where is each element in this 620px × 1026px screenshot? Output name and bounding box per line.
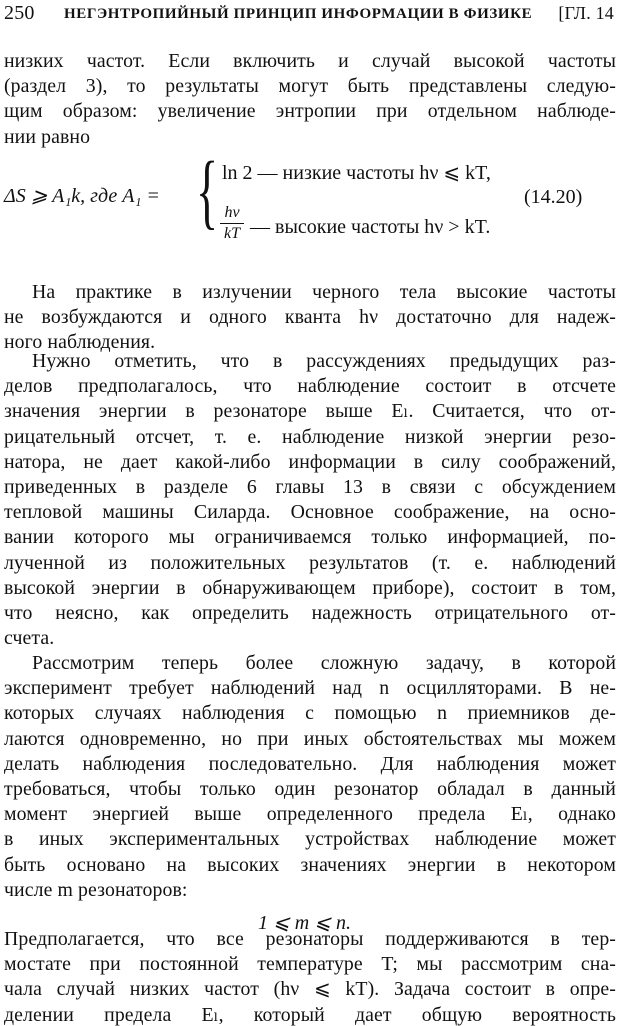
text-line: приведенных в разделе 6 главы 13 в связи с обсуждением bbox=[4, 475, 616, 498]
text-line: низких частот. Если включить и случай высокой частоты bbox=[4, 50, 616, 72]
equation-case-low: ln 2 — низкие частоты hν ⩽ kT, bbox=[222, 162, 491, 184]
text-line: ного наблюдения. bbox=[4, 331, 156, 354]
text-line: (раздел 3), то результаты могут быть представлены следую- bbox=[4, 75, 616, 98]
text-line: делать наблюдения последовательно. Для наблюдения может bbox=[4, 752, 616, 775]
equation-number: (14.20) bbox=[524, 186, 583, 208]
text-line: счета. bbox=[4, 627, 55, 650]
text-line: требоваться, чтобы только один резонатор обладал в данный bbox=[4, 777, 616, 800]
text-line: момент энергией выше определенного предела Eₗ, однако bbox=[4, 803, 616, 826]
text-line: числе m резонаторов: bbox=[4, 878, 188, 901]
text-line: которых случаях наблюдения с помощью n приемников де- bbox=[4, 702, 616, 725]
running-header bbox=[4, 2, 616, 30]
text-line: Предполагается, что все резонаторы поддерживаются в тер- bbox=[4, 928, 616, 950]
text-line: мостате при постоянной температуре T; мы рассмотрим сна- bbox=[4, 953, 616, 976]
cases-brace: { bbox=[196, 145, 219, 238]
text-line: тепловой машины Силарда. Основное соображение, на осно- bbox=[4, 501, 616, 524]
fraction-denominator: kT bbox=[224, 225, 240, 242]
text-line: не возбуждаются и одного кванта hν достаточно для надеж- bbox=[4, 306, 616, 329]
text-line: высокой энергии в обнаруживающем приборе), состоит в том, bbox=[4, 576, 616, 599]
text-line: эксперимент требует наблюдений над n осцилляторами. В не- bbox=[4, 677, 616, 700]
text-line: вании которого мы ограничиваемся только информацией, по- bbox=[4, 526, 616, 549]
text-line: быть основано на высоких значениях энергии в некотором bbox=[4, 853, 616, 876]
text-line: нии равно bbox=[4, 125, 91, 148]
text-line: рицательный отсчет, т. е. наблюдение низкой энергии резо- bbox=[4, 425, 616, 448]
text-line: делов предполагалось, что наблюдение состоит в отсчете bbox=[4, 375, 616, 398]
equation-fraction bbox=[220, 204, 244, 243]
text-line: значения энергии в резонаторе выше Eₗ. Считается, что от- bbox=[4, 400, 616, 423]
text-line: в иных экспериментальных устройствах наблюдение может bbox=[4, 828, 616, 851]
page-number: 250 bbox=[4, 2, 35, 24]
text-line: делении предела Eₗ, который дает общую вероятность bbox=[4, 1003, 616, 1026]
paragraph-5 bbox=[4, 927, 616, 1026]
text-line: лученной из положительных результатов (т. е. наблюдений bbox=[4, 551, 616, 574]
text-line: Рассмотрим теперь более сложную задачу, в которой bbox=[32, 652, 616, 674]
text-line: На практике в излучении черного тела высокие частоты bbox=[32, 281, 616, 303]
text-line: щим образом: увеличение энтропии при отдельном наблюде- bbox=[4, 100, 616, 123]
paragraph-2 bbox=[4, 280, 616, 356]
inequality-formula: 1 ⩽ m ⩽ n. bbox=[258, 912, 351, 934]
paragraph-1 bbox=[4, 49, 616, 150]
text-line: натора, не дает какой-либо информации в силу соображений, bbox=[4, 450, 616, 473]
chapter-label: [ГЛ. 14 bbox=[558, 3, 614, 23]
text-line: что неясно, как определить надежность отрицательного от- bbox=[4, 601, 616, 624]
paragraph-3 bbox=[4, 349, 616, 651]
text-line: Нужно отметить, что в рассуждениях предыдущих раз- bbox=[32, 350, 616, 372]
running-title: НЕГЭНТРОПИЙНЫЙ ПРИНЦИП ИНФОРМАЦИИ В ФИЗИКЕ bbox=[64, 6, 533, 22]
fraction-numerator: hν bbox=[224, 204, 240, 221]
paragraph-4 bbox=[4, 651, 616, 903]
text-line: чала случай низких частот (hν ⩽ kT). Задача состоит в опре- bbox=[4, 978, 616, 1001]
equation-lhs: ΔS ⩾ A₁k, где A₁ = bbox=[4, 185, 160, 207]
equation-case-high: — высокие частоты hν > kT. bbox=[250, 216, 491, 238]
text-line: лаются одновременно, но при иных обстоятельствах мы можем bbox=[4, 727, 616, 750]
fraction-bar bbox=[220, 223, 244, 224]
